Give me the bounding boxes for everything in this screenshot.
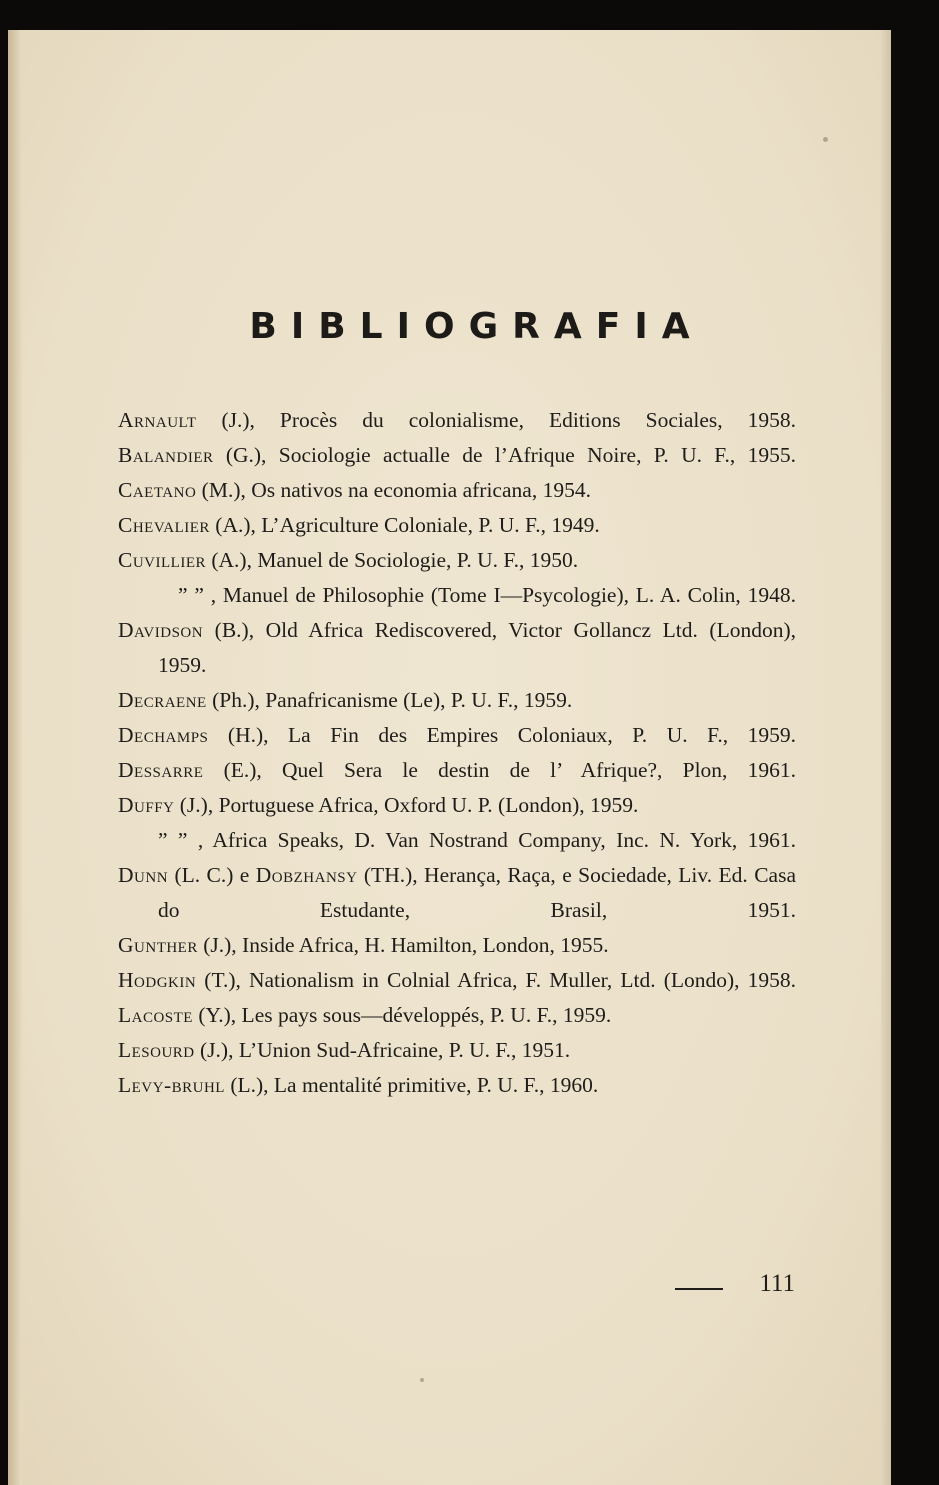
entry-text: (J.), Portuguese Africa, Oxford U. P. (London), 1959. [174, 793, 639, 817]
entry-text: ” ” , Africa Speaks, D. Van Nostrand Company, Inc. N. York, 1961. [158, 828, 796, 852]
bibliography-entry [118, 928, 796, 963]
paper-speck [420, 1378, 424, 1382]
page-edge [881, 30, 891, 1485]
bibliography-entry [118, 508, 796, 543]
entry-text: (J.), Inside Africa, H. Hamilton, London, 1955. [197, 933, 609, 957]
entry-text: (J.), L’Union Sud-Africaine, P. U. F., 1951. [194, 1038, 571, 1062]
bibliography-entry [118, 718, 796, 753]
page-title: BIBLIOGRAFIA [249, 306, 704, 347]
bibliography-entry [118, 788, 796, 823]
entry-author: Arnault [118, 408, 197, 432]
page-number: 111 [759, 1270, 795, 1297]
entry-author: Dechamps [118, 723, 209, 747]
entry-text: (Y.), Les pays sous—développés, P. U. F., 1959. [192, 1003, 612, 1027]
entry-text: (M.), Os nativos na economia africana, 1954. [196, 478, 591, 502]
entry-text: (A.), L’Agriculture Coloniale, P. U. F., 1949. [209, 513, 600, 537]
entry-author: Levy-bruhl [118, 1073, 225, 1097]
bibliography-entry [118, 403, 796, 438]
page-footer [675, 1270, 795, 1304]
entry-text: ” ” , Manuel de Philosophie (Tome I—Psycologie), L. A. Colin, 1948. [178, 583, 796, 607]
paper-speck [823, 137, 828, 142]
bibliography-entry [118, 543, 796, 578]
entry-text: (T.), Nationalism in Colnial Africa, F. Muller, Ltd. (Londo), 1958. [196, 968, 796, 992]
entry-text: (TH.), Herança, Raça, e Sociedade, Liv. Ed. Casa do Estudante, Brasil, 1951. [158, 863, 796, 922]
entry-author: Dunn [118, 863, 169, 887]
entry-text: (G.), Sociologie actualle de l’Afrique Noire, P. U. F., 1955. [213, 443, 796, 467]
bibliography-entry [118, 473, 796, 508]
entry-text: (A.), Manuel de Sociologie, P. U. F., 1950. [206, 548, 579, 572]
entry-author: Decraene [118, 688, 207, 712]
bibliography-entry [118, 1033, 796, 1068]
entry-author: Davidson [118, 618, 204, 642]
bibliography-entry [118, 613, 796, 683]
bibliography-entry [118, 998, 796, 1033]
entry-text: (J.), Procès du colonialisme, Editions Sociales, 1958. [196, 408, 796, 432]
bibliography-entry [118, 963, 796, 998]
entry-author: Cuvillier [118, 548, 206, 572]
footer-rule [675, 1288, 723, 1290]
entry-author: Caetano [118, 478, 197, 502]
entry-author: Lacoste [118, 1003, 193, 1027]
bibliography-entry [118, 823, 796, 858]
entry-author: Dessarre [118, 758, 204, 782]
entry-author: Hodgkin [118, 968, 197, 992]
entry-text: (L.), La mentalité primitive, P. U. F., 1960. [224, 1073, 599, 1097]
entry-text: (E.), Quel Sera le destin de l’ Afrique?, Plon, 1961. [203, 758, 796, 782]
bibliography-entry [118, 753, 796, 788]
bibliography-list [118, 403, 796, 1103]
entry-author: Gunther [118, 933, 198, 957]
bibliography-entry [118, 438, 796, 473]
entry-author: Chevalier [118, 513, 210, 537]
page-binding [8, 30, 22, 1485]
bibliography-entry [118, 858, 796, 928]
entry-text: (B.), Old Africa Rediscovered, Victor Gollancz Ltd. (London), 1959. [158, 618, 796, 677]
entry-text: (L. C.) e [168, 863, 256, 887]
bibliography-entry [118, 1068, 796, 1103]
bibliography-entry [118, 578, 796, 613]
entry-text: (H.), La Fin des Empires Coloniaux, P. U. F., 1959. [208, 723, 796, 747]
entry-author: Balandier [118, 443, 214, 467]
entry-author: Dobzhansy [255, 863, 358, 887]
entry-author: Lesourd [118, 1038, 195, 1062]
entry-author: Duffy [118, 793, 175, 817]
bibliography-entry [118, 683, 796, 718]
entry-text: (Ph.), Panafricanisme (Le), P. U. F., 1959. [206, 688, 573, 712]
